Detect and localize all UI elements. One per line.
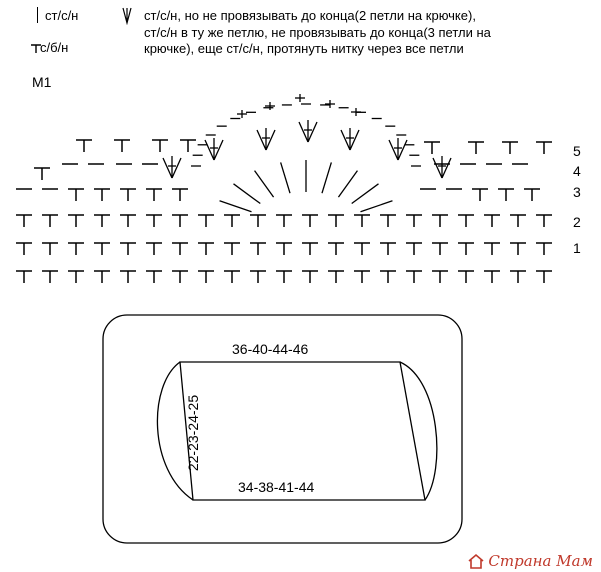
top-width-measure: 36-40-44-46: [232, 341, 309, 357]
cluster-leg: [341, 130, 350, 150]
fan-spoke: [361, 201, 393, 212]
cluster-leg: [172, 158, 181, 178]
cluster-leg: [350, 130, 359, 150]
fan-spoke: [234, 184, 261, 204]
fan-motif: [163, 94, 451, 212]
row-label-3: 3: [573, 184, 581, 200]
fan-spoke: [322, 162, 331, 193]
cluster-leg: [442, 158, 451, 178]
cluster-leg: [299, 122, 308, 142]
stitch-grid: [16, 140, 552, 283]
row-label-4: 4: [573, 163, 581, 179]
fan-spoke: [338, 171, 357, 198]
watermark-text: Страна Мам: [488, 552, 593, 570]
row-label-1: 1: [573, 240, 581, 256]
fan-spoke: [220, 201, 252, 212]
cluster-legend-line: ст/с/н в ту же петлю, не провязывать до конца(3 петли на: [144, 24, 491, 40]
cluster-leg: [163, 158, 172, 178]
cluster-legend-line: крючке), еще ст/с/н, протянуть нитку через все петли: [144, 41, 464, 56]
row-label-2: 2: [573, 214, 581, 230]
hdc-legend-label: с/б/н: [40, 40, 69, 55]
side-length-measure: 22-23-24-25: [185, 394, 202, 472]
row-label-5: 5: [573, 143, 581, 159]
dc-legend-label: ст/с/н: [45, 8, 79, 23]
cluster-leg: [389, 140, 398, 160]
cluster-leg: [398, 140, 407, 160]
cluster-legend-line: ст/с/н, но не провязывать до конца(2 петли на крючке),: [144, 8, 476, 23]
cluster-leg: [308, 122, 317, 142]
bottom-width-measure: 34-38-41-44: [238, 479, 315, 495]
house-icon: [467, 553, 485, 569]
fan-spoke: [352, 184, 379, 204]
fan-spoke: [255, 171, 274, 198]
chart-title: M1: [32, 74, 52, 90]
cluster-leg: [433, 158, 442, 178]
cluster-leg: [205, 140, 214, 160]
cluster-leg: [257, 130, 266, 150]
fan-spoke: [281, 162, 290, 193]
cluster-leg: [266, 130, 275, 150]
cluster-leg: [214, 140, 223, 160]
site-watermark: [467, 552, 593, 570]
right-sleeve-curve: [400, 362, 437, 500]
